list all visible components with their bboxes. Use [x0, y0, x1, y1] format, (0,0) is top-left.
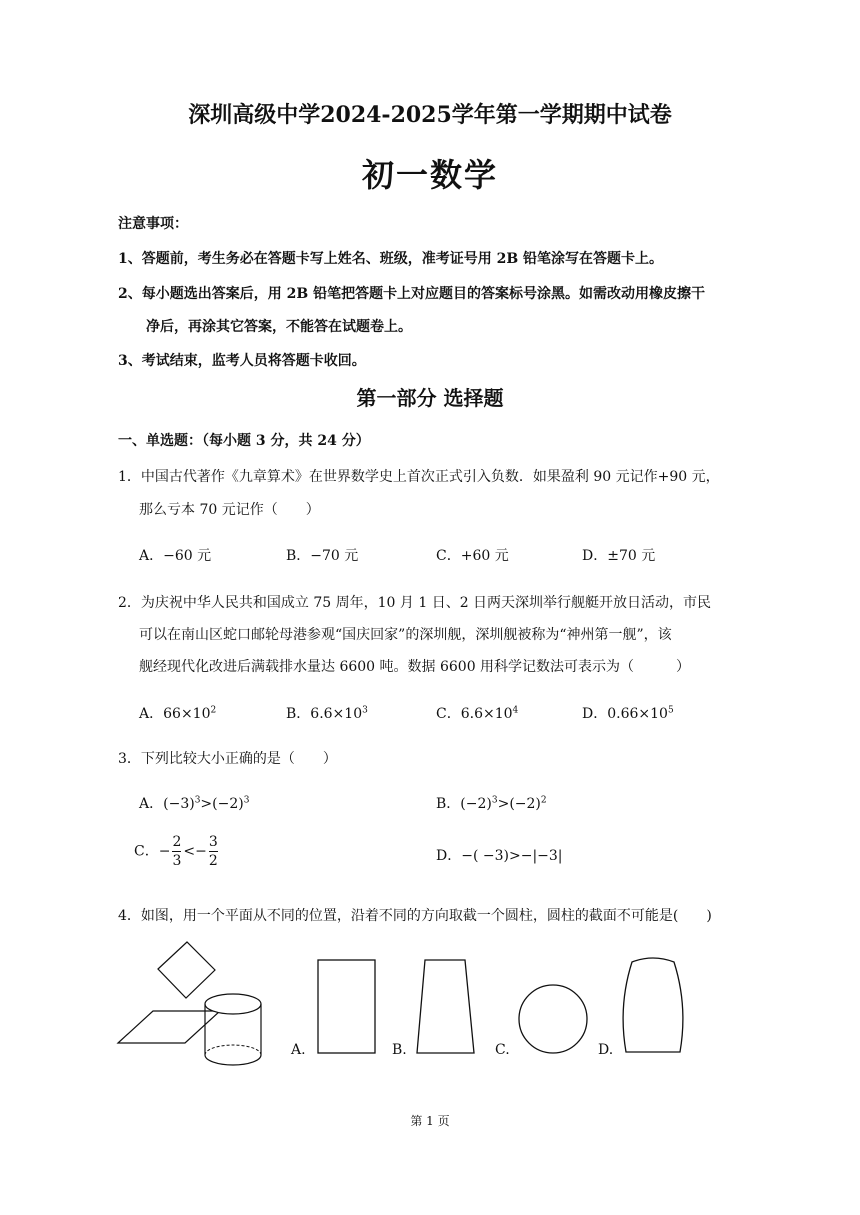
question-3-option-c: C．− $\frac{2}{3}$ <− $\frac{3}{2}$ [134, 834, 218, 869]
question-3-option-d: D．−( −3)>−|−3| [436, 848, 563, 864]
question-1-option-a: A．−60 元 [139, 548, 212, 564]
notice-item: 净后，再涂其它答案，不能答在试题卷上。 [146, 319, 412, 335]
question-3-option-a: A．$(-3)^3>(-2)^3$ [139, 795, 250, 812]
question-2-line: 可以在南山区蛇口邮轮母港参观“国庆回家”的深圳舰，深圳舰被称为“神州第一舰”，该 [139, 627, 672, 643]
question-1-line: 1．中国古代著作《九章算术》在世界数学史上首次正式引入负数．如果盈利 90 元记作+90 元， [118, 469, 720, 485]
question-4-line: 4．如图，用一个平面从不同的位置，沿着不同的方向取截一个圆柱，圆柱的截面不可能是( ) [118, 908, 712, 924]
fraction: $\frac{2}{3}$ [172, 834, 182, 869]
page-number: 第 1 页 [410, 1114, 450, 1128]
question-2-option-d: D．$0.66\times 10^5$ [582, 705, 674, 722]
question-2-option-a: A．$66\times 10^2$ [139, 705, 217, 722]
question-2-option-b: B．$6.6\times 10^3$ [286, 705, 368, 722]
exam-subject: 初一数学 [361, 156, 498, 194]
circle-shape-icon [516, 982, 590, 1056]
figure-label-b: B. [392, 1042, 407, 1058]
figure-label-d: D. [598, 1042, 614, 1058]
question-1-option-c: C．+60 元 [436, 548, 509, 564]
curved-barrel-shape-icon [620, 956, 686, 1056]
question-3-line: 3．下列比较大小正确的是（ ） [118, 751, 337, 767]
rectangle-shape-icon [316, 958, 378, 1056]
question-1-line: 那么亏本 70 元记作（ ） [139, 502, 320, 518]
question-2-line: 2．为庆祝中华人民共和国成立 75 周年，10 月 1 日、2 日两天深圳举行舰艇开放日活动，市民 [118, 595, 712, 611]
question-3-option-b: B．$(-2)^3>(-2)^2$ [436, 795, 547, 812]
notice-item: 2、每小题选出答案后，用 2B 铅笔把答题卡上对应题目的答案标号涂黑。如需改动用橡皮擦干 [118, 286, 706, 302]
group-title: 一、单选题：（每小题 3 分，共 24 分） [118, 433, 370, 449]
question-1-option-b: B．−70 元 [286, 548, 359, 564]
exam-title: 深圳高级中学2024-2025学年第一学期期中试卷 [188, 102, 672, 128]
trapezoid-shape-icon [415, 958, 477, 1056]
notice-item: 3、考试结束，监考人员将答题卡收回。 [118, 353, 366, 369]
figure-label-c: C. [495, 1042, 510, 1058]
fraction: $\frac{3}{2}$ [208, 834, 218, 869]
cylinder-cut-figure [115, 940, 275, 1070]
notice-heading: 注意事项： [118, 216, 188, 232]
figure-label-a: A. [291, 1042, 306, 1058]
notice-item: 1、答题前，考生务必在答题卡写上姓名、班级，准考证号用 2B 铅笔涂写在答题卡上。 [118, 251, 664, 267]
section-title: 第一部分 选择题 [356, 386, 504, 410]
question-1-option-d: D．±70 元 [582, 548, 656, 564]
question-2-option-c: C．$6.6\times 10^4$ [436, 705, 519, 722]
question-2-line: 舰经现代化改进后满载排水量达 6600 吨。数据 6600 用科学记数法可表示为（ ） [139, 659, 691, 675]
